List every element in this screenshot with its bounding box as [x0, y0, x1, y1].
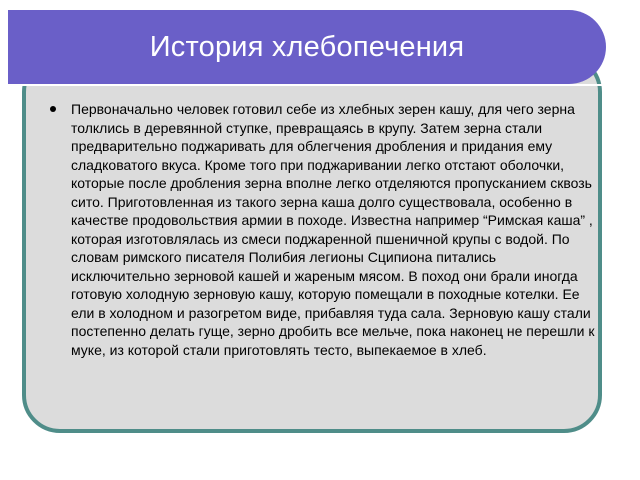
bullet-list [50, 100, 598, 359]
slide-title: История хлебопечения [149, 31, 465, 63]
bullet-text: Первоначально человек готовил себе из хлебных зерен кашу, для чего зерна толклись в деревянной ступке, превращаясь в крупу. Затем зерна стали предварительно поджаривать для облегчения дробления и придания ему сладковатого вкуса. Кроме того при поджаривании легко отстают оболочки, которые после дробления зерна вполне легко отделяются пропусканием сквозь сито. Приготовленная из такого зерна каша долго существовала, особенно в качестве продовольствия армии в походе. Известна например “Римская каша” , которая изготовлялась из смеси поджаренной пшеничной крупы с водой. По словам римского писателя Полибия легионы Сципиона питались исключительно зерновой кашей и жареным мясом. В поход они брали иногда готовую холодную зерновую кашу, которую помещали в походные котелки. Ее ели в холодном и разогретом виде, прибавляя туда сала. Зерновую кашу стали постепенно делать гуще, зерно дробить все мельче, пока наконец не перешли к муке, из которой стали приготовлять тесто, выпекаемое в хлеб. [71, 101, 595, 358]
title-banner [8, 10, 606, 84]
title-divider [14, 84, 604, 86]
bullet-icon [50, 106, 56, 112]
bullet-item [50, 100, 598, 359]
